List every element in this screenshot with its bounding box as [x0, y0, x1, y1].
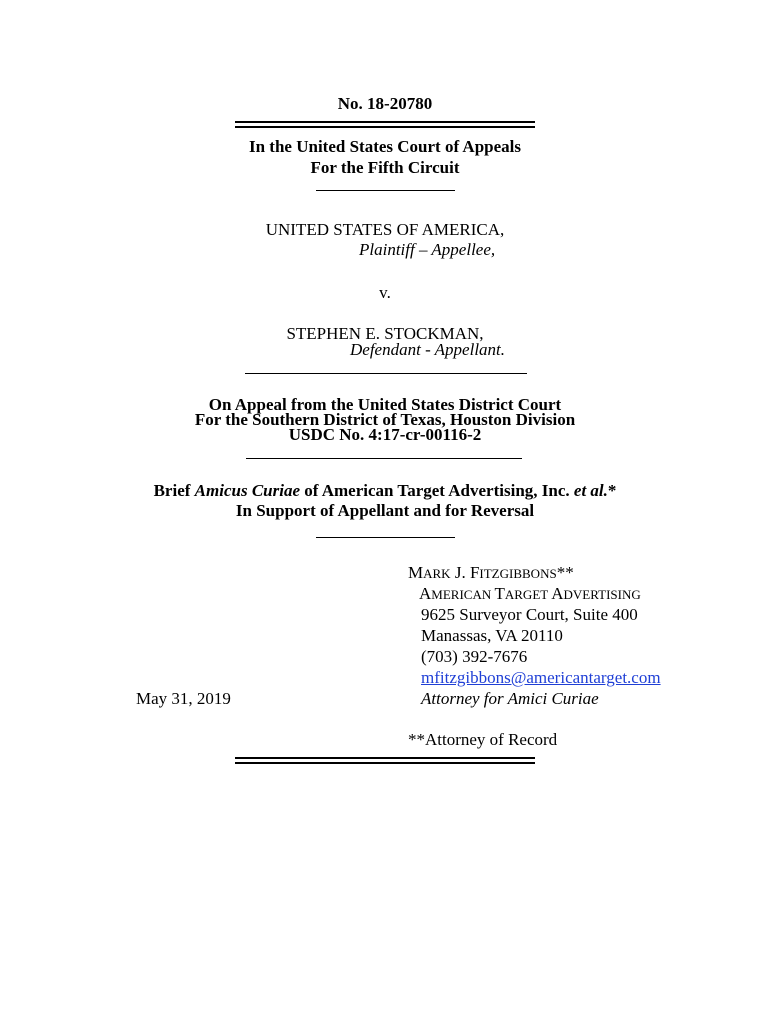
counsel-name: MARK J. FITZGIBBONS** [408, 563, 574, 582]
court-line-2: For the Fifth Circuit [310, 158, 460, 177]
counsel-role: Attorney for Amici Curiae [421, 689, 599, 708]
court-rule [316, 190, 455, 191]
appeal-line-1: On Appeal from the United States District Court [208, 395, 562, 414]
case-number: No. 18-20780 [337, 94, 433, 113]
appeal-rule [246, 458, 522, 459]
counsel-email-link[interactable]: mfitzgibbons@americantarget.com [421, 668, 661, 687]
brief-prefix: Brief [153, 481, 195, 500]
top-double-rule [235, 121, 535, 128]
bottom-double-rule [235, 757, 535, 764]
counsel-phone: (703) 392-7676 [421, 647, 528, 666]
brief-title-line-2: In Support of Appellant and for Reversal [235, 501, 535, 520]
brief-et-al: et al. [573, 481, 608, 500]
versus: v. [379, 283, 391, 302]
defendant-name: STEPHEN E. STOCKMAN, [286, 324, 484, 343]
counsel-firm: AMERICAN TARGET ADVERTISING [419, 584, 641, 603]
counsel-address-1: 9625 Surveyor Court, Suite 400 [421, 605, 638, 624]
counsel-address-2: Manassas, VA 20110 [421, 626, 563, 645]
appeal-line-2: For the Southern District of Texas, Houston Division [194, 410, 576, 429]
attorney-of-record-note: **Attorney of Record [408, 730, 558, 749]
brief-middle: of American Target Advertising, Inc. [300, 481, 574, 500]
brief-title-line-1 [0, 481, 770, 501]
brief-date: May 31, 2019 [136, 689, 231, 708]
appeal-line-3: USDC No. 4:17-cr-00116-2 [288, 425, 482, 444]
parties-rule [245, 373, 527, 374]
brief-rule [316, 537, 455, 538]
brief-suffix: * [607, 481, 617, 500]
defendant-role: Defendant - Appellant. [350, 340, 506, 359]
plaintiff-name: UNITED STATES OF AMERICA, [265, 220, 505, 239]
court-line-1: In the United States Court of Appeals [248, 137, 522, 156]
plaintiff-role: Plaintiff – Appellee, [359, 240, 496, 259]
brief-amicus: Amicus Curiae [194, 481, 301, 500]
